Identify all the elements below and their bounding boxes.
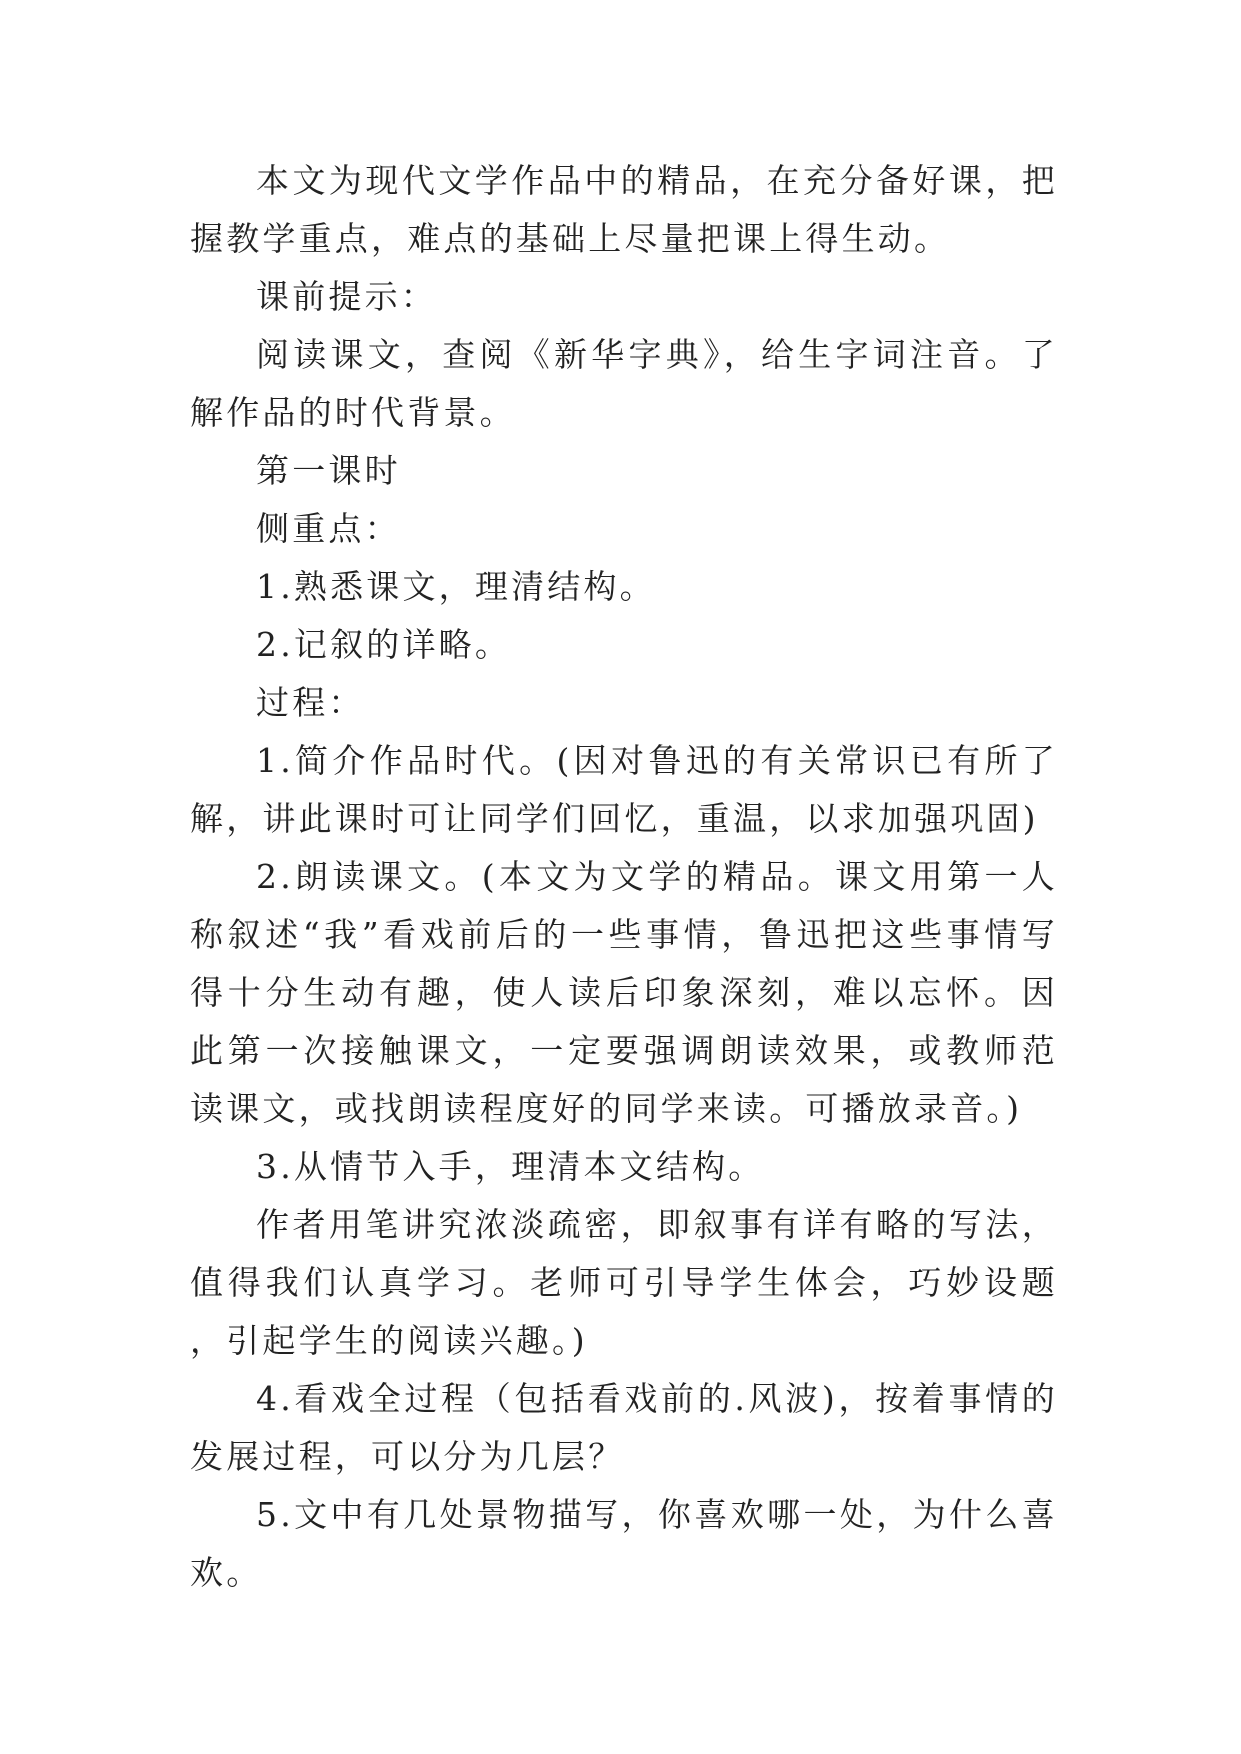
paragraph-process-heading: 过程： — [256, 683, 365, 722]
paragraph-process-item-1: 1.简介作品时代。(因对鲁迅的有关常识已有所了解，讲此课时可让同学们回忆，重温，以求加强巩固) — [190, 741, 1058, 838]
paragraph-process-item-4: 4.看戏全过程（包括看戏前的.风波)，按着事情的发展过程，可以分为几层？ — [190, 1379, 1058, 1476]
paragraph-process-item-3: 3.从情节入手，理清本文结构。 — [256, 1147, 765, 1186]
document-body — [190, 152, 1058, 1602]
paragraph-process-item-2: 2.朗读课文。(本文为文学的精品。课文用第一人称叙述“我”看戏前后的一些事情，鲁迅把这些事情写得十分生动有趣，使人读后印象深刻，难以忘怀。因此第一次接触课文，一定要强调朗读效果，或教师范读课文，或找朗读程度好的同学来读。可播放录音。) — [190, 857, 1058, 1128]
paragraph-pre-class-tips: 阅读课文，查阅《新华字典》，给生字词注音。了解作品的时代背景。 — [190, 335, 1058, 432]
paragraph-focus-item-2: 2.记叙的详略。 — [256, 625, 512, 664]
paragraph-pre-class-tips-heading: 课前提示： — [256, 277, 437, 316]
paragraph-intro: 本文为现代文学作品中的精品，在充分备好课，把握教学重点，难点的基础上尽量把课上得生动。 — [190, 161, 1058, 258]
paragraph-process-item-3-detail: 作者用笔讲究浓淡疏密，即叙事有详有略的写法，值得我们认真学习。老师可引导学生体会，巧妙设题，引起学生的阅读兴趣。) — [190, 1205, 1058, 1360]
paragraph-focus-heading: 侧重点： — [256, 509, 401, 548]
paragraph-focus-item-1: 1.熟悉课文，理清结构。 — [256, 567, 656, 606]
paragraph-first-lesson-heading: 第一课时 — [256, 451, 401, 490]
paragraph-process-item-5: 5.文中有几处景物描写，你喜欢哪一处，为什么喜欢。 — [190, 1495, 1058, 1592]
